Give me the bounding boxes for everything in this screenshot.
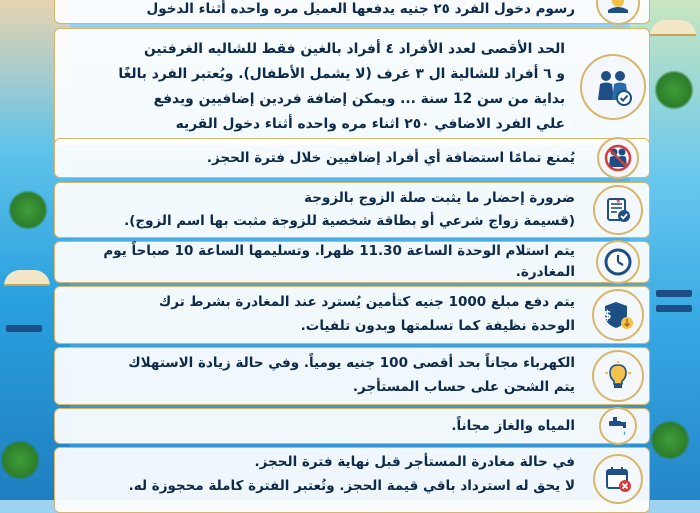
rule-line: المياه والغاز مجاناً. [451, 417, 575, 434]
rule-line: يتم دفع مبلغ 1000 جنيه كتأمين يُسترد عند المغادرة بشرط ترك [158, 294, 575, 311]
palm-tree-decoration [654, 70, 694, 110]
umbrella-decoration [650, 20, 696, 36]
rule-no-guests [54, 138, 650, 178]
rules-panel [54, 0, 650, 500]
rule-text [55, 148, 587, 169]
rule-text [55, 187, 587, 233]
water-tap-icon [599, 407, 637, 445]
money-hand-icon [596, 0, 640, 25]
svg-text:$: $ [603, 308, 612, 322]
rule-early-departure [54, 447, 650, 513]
rule-text [55, 448, 587, 498]
rule-line: لا يحق له استرداد باقي قيمة الحجز. وتُعتبر الفترة كاملة محجوزة له. [128, 477, 575, 494]
rule-line: بداية من سن 12 سنة ... ويمكن إضافة فردين إضافيين ويدفع [153, 91, 565, 107]
lounger-decoration [656, 305, 692, 312]
palm-tree-decoration [0, 440, 40, 480]
svg-text:★: ★ [615, 198, 621, 205]
rule-line: رسوم دخول الفرد ٢٥ جنيه يدفعها العميل مره واحده أثناء الدخول [146, 0, 575, 17]
rule-text [55, 416, 587, 437]
palm-tree-decoration [650, 420, 690, 460]
rule-line: (قسيمة زواج شرعي أو بطاقة شخصية للزوجة مثبت بها اسم الزوج). [124, 213, 575, 229]
rule-line: الوحدة نظيفة كما تسلمتها وبدون تلفيات. [300, 318, 575, 334]
rule-marriage-proof [54, 182, 650, 238]
calendar-cancel-icon [593, 454, 643, 504]
rule-text [55, 0, 587, 19]
money-shield-icon [592, 289, 644, 341]
rule-line: يتم استلام الوحدة الساعة 11.30 ظهرا. وتسليمها الساعة 10 صباحاً يوم المغادرة. [103, 243, 575, 280]
rule-deposit [54, 286, 650, 344]
rule-max-persons [54, 28, 650, 146]
rule-water-gas [54, 408, 650, 444]
palm-tree-decoration [8, 190, 48, 230]
rule-electricity [54, 347, 650, 405]
light-bulb-icon [592, 350, 644, 402]
family-check-icon [580, 54, 646, 120]
rule-line: الكهرباء مجاناً بحد أقصى 100 جنيه يومياً. وفي حالة زيادة الاستهلاك [128, 355, 575, 372]
umbrella-decoration [4, 270, 50, 286]
rule-line: الحد الأقصى لعدد الأفراد ٤ أفراد بالغين فقط للشاليه الغرفتين [144, 40, 565, 57]
lounger-decoration [656, 290, 692, 297]
rule-text [55, 352, 587, 399]
clock-icon [596, 240, 640, 284]
rule-check-in-out [54, 241, 650, 283]
rule-line: و ٦ أفراد للشالية ال ٣ غرف (لا يشمل الأطفال). ويُعتبر الفرد بالغًا [118, 65, 565, 82]
rule-line: يتم الشحن على حساب المستأجر. [352, 379, 575, 395]
no-guests-icon [597, 137, 639, 179]
rule-text [55, 241, 587, 283]
rule-line: في حالة مغادرة المستأجر قبل نهاية فترة الحجز. [254, 454, 575, 470]
rule-line: يُمنع تمامًا استضافة أي أفراد إضافيين خلال فترة الحجز. [206, 149, 575, 166]
rule-line: ضرورة إحضار ما يثبت صلة الزوج بالزوجة [304, 190, 575, 207]
rule-text [55, 291, 587, 338]
rule-text [55, 37, 577, 137]
rule-line: علي الفرد الاضافي ٢٥٠ اثناء مره واحده أثناء دخول القريه [175, 116, 565, 133]
rule-entry-fee [54, 0, 650, 24]
certificate-check-icon [593, 185, 643, 235]
lounger-decoration [6, 325, 42, 332]
